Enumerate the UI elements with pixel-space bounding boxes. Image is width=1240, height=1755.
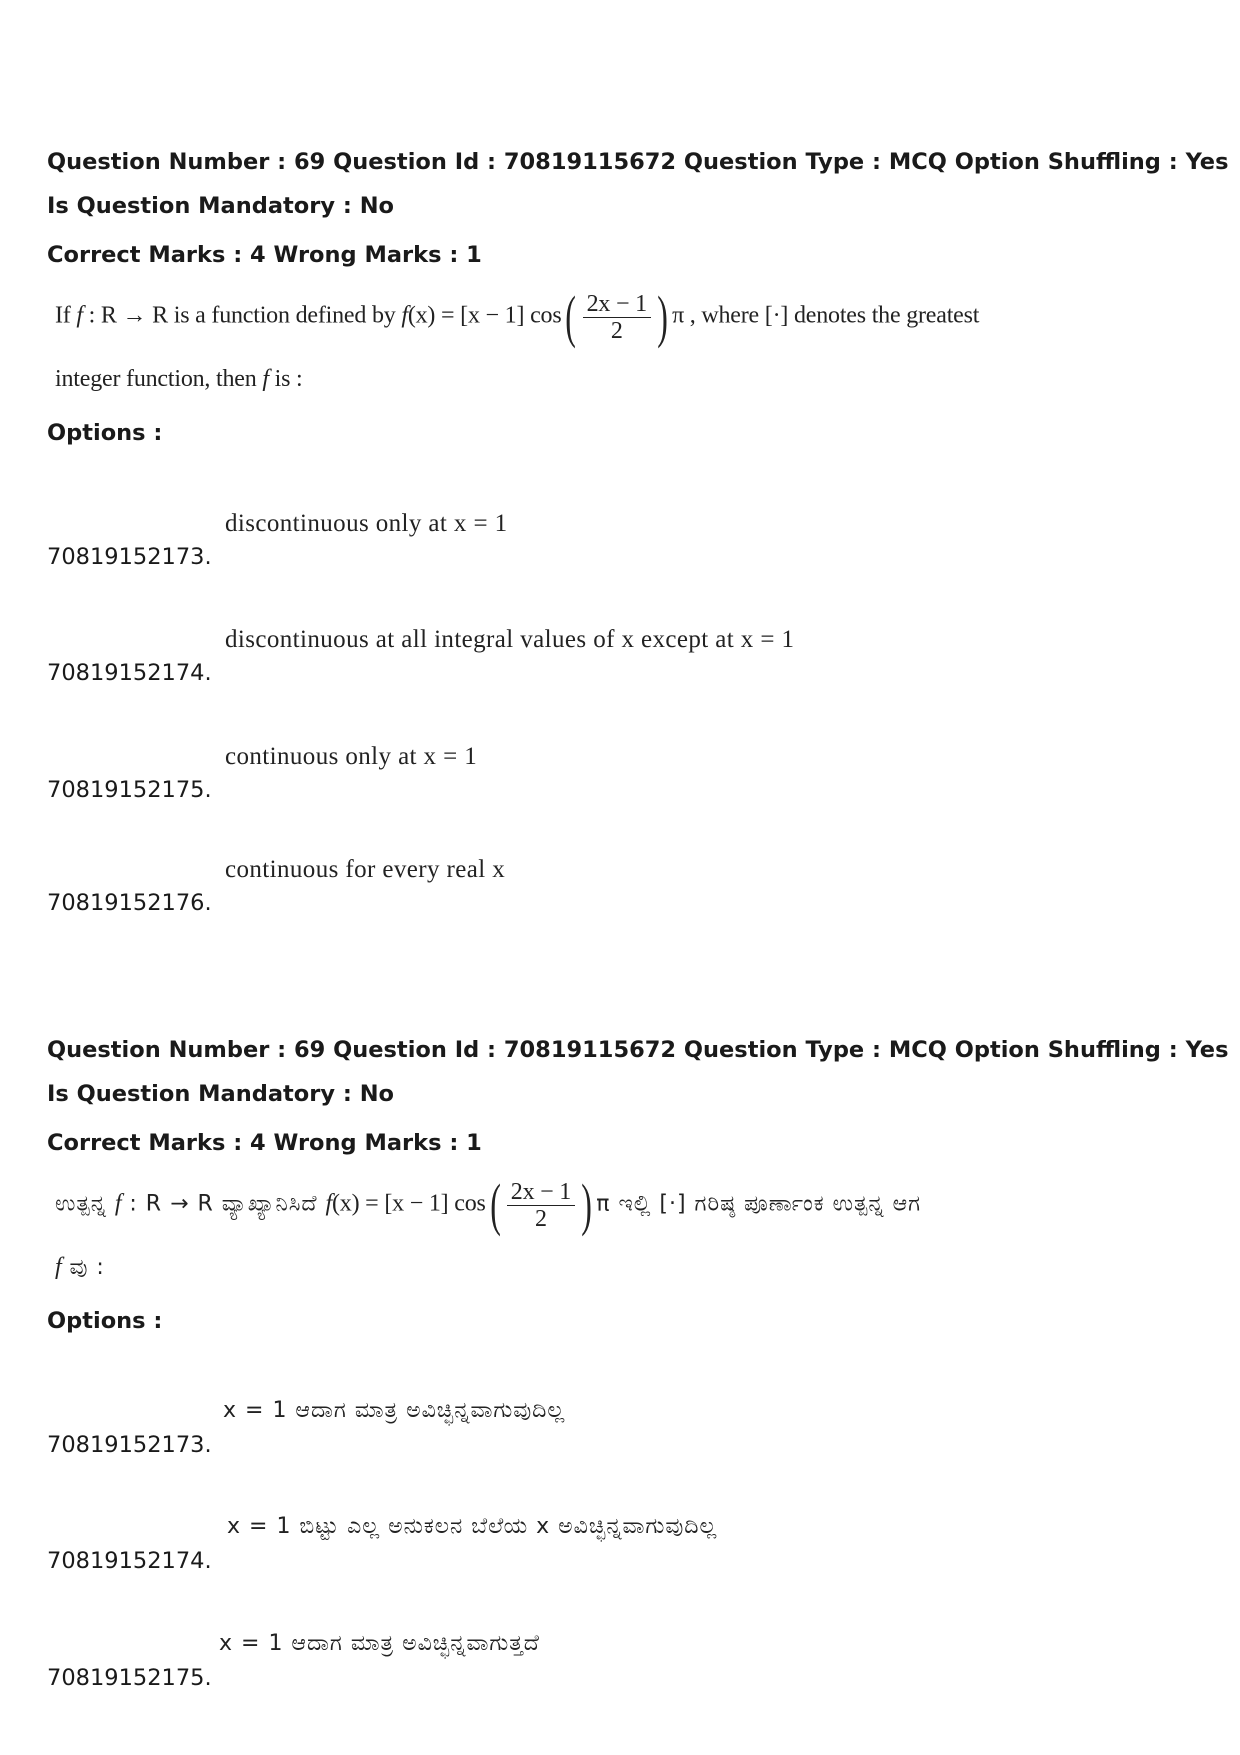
stem-pre: ಉತ್ಪನ್ನ: [55, 1191, 115, 1217]
option-id: 70819152175.: [47, 1665, 212, 1691]
fraction: [507, 1179, 575, 1232]
stem-fx: f: [325, 1190, 332, 1217]
option-id: 70819152176.: [47, 890, 212, 916]
left-paren: (: [565, 284, 577, 349]
option-text: continuous only at x = 1: [225, 743, 478, 770]
option-row[interactable]: [47, 626, 1197, 686]
fraction-denominator: 2: [610, 317, 623, 344]
stem-map: : R → R ವ್ಯಾಖ್ಯಾನಿಸಿದೆ: [121, 1191, 326, 1217]
options-label: Options :: [47, 1308, 163, 1334]
option-text: continuous for every real x: [225, 856, 506, 883]
stem-line2-f: f: [262, 366, 269, 392]
option-id: 70819152174.: [47, 660, 212, 686]
stem-line2-f: f: [55, 1254, 62, 1280]
option-id: 70819152174.: [47, 1548, 212, 1574]
option-row[interactable]: [47, 1514, 1197, 1574]
right-paren: ): [581, 1172, 592, 1237]
options-label: Options :: [47, 420, 163, 446]
option-id: 70819152173.: [47, 544, 212, 570]
option-row[interactable]: [47, 1631, 1197, 1691]
option-text: x = 1 ಆದಾಗ ಮಾತ್ರ ಅವಿಚ್ಛಿನ್ನವಾಗುತ್ತದೆ: [219, 1631, 540, 1656]
fraction-denominator: 2: [535, 1205, 547, 1232]
option-text: discontinuous at all integral values of x except at x = 1: [225, 626, 795, 653]
marks-line: Correct Marks : 4 Wrong Marks : 1: [47, 1130, 482, 1156]
stem-pre: If: [55, 302, 77, 329]
question-stem: [55, 284, 980, 349]
option-row[interactable]: [47, 510, 1197, 570]
fraction: [583, 291, 651, 344]
mandatory-line: Is Question Mandatory : No: [47, 1081, 394, 1107]
left-paren: (: [489, 1172, 501, 1237]
question-stem: [55, 1172, 921, 1237]
option-row[interactable]: [47, 856, 1197, 916]
stem-fx-arg: (x) = [x − 1] cos: [407, 302, 562, 329]
stem-fx-arg: (x) = [x − 1] cos: [332, 1190, 486, 1217]
option-id: 70819152173.: [47, 1432, 212, 1458]
stem-fx: f: [401, 302, 408, 329]
stem-line2-end: ವು :: [61, 1255, 105, 1280]
stem-f: f: [114, 1190, 122, 1217]
option-row[interactable]: [47, 743, 1197, 803]
right-paren: ): [657, 284, 668, 349]
stem-post: π ಇಲ್ಲಿ [·] ಗರಿಷ್ಠ ಪೂರ್ಣಾಂಕ ಉತ್ಪನ್ನ ಆಗ: [596, 1191, 921, 1217]
option-row[interactable]: [47, 1398, 1197, 1458]
stem-map: : R → R is a function defined by: [82, 302, 402, 329]
option-id: 70819152175.: [47, 777, 212, 803]
option-text: x = 1 ಬಿಟ್ಟು ಎಲ್ಲ ಅನುಕಲನ ಬೆಲೆಯ x ಅವಿಚ್ಛಿನ್ನವಾಗುವುದಿಲ್ಲ: [227, 1514, 718, 1539]
stem-line2-end: is :: [268, 366, 303, 392]
option-text: discontinuous only at x = 1: [225, 510, 508, 537]
stem-post: π , where [·] denotes the greatest: [672, 302, 980, 329]
question-meta-line: Question Number : 69 Question Id : 70819115672 Question Type : MCQ Option Shuffling : Yes: [47, 1037, 1229, 1063]
fraction-numerator: 2x − 1: [583, 291, 651, 318]
question-meta-line: Question Number : 69 Question Id : 70819115672 Question Type : MCQ Option Shuffling : Yes: [47, 149, 1229, 175]
marks-line: Correct Marks : 4 Wrong Marks : 1: [47, 242, 482, 268]
question-stem-line2: [55, 1254, 105, 1281]
question-stem-line2: [55, 366, 303, 393]
option-text: x = 1 ಆದಾಗ ಮಾತ್ರ ಅವಿಚ್ಛಿನ್ನವಾಗುವುದಿಲ್ಲ: [223, 1398, 566, 1423]
mandatory-line: Is Question Mandatory : No: [47, 193, 394, 219]
stem-line2: integer function, then: [55, 366, 263, 392]
fraction-numerator: 2x − 1: [507, 1179, 575, 1206]
stem-f: f: [76, 302, 83, 329]
